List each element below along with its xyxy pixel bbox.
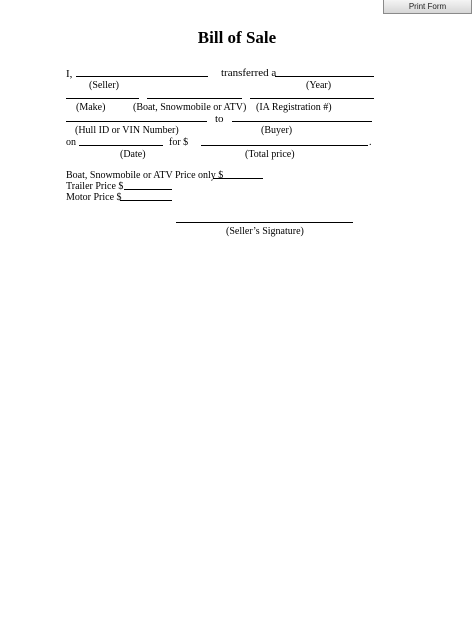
- intro-text: I,: [66, 68, 73, 80]
- for-text: for $: [169, 137, 189, 148]
- ia-registration-field[interactable]: [250, 98, 374, 99]
- year-field[interactable]: [275, 76, 374, 77]
- year-label: (Year): [306, 80, 332, 91]
- date-label: (Date): [120, 149, 146, 160]
- sentence-period: .: [369, 137, 372, 148]
- hull-id-field[interactable]: [66, 121, 207, 122]
- vehicle-price-label: Boat, Snowmobile or ATV Price only $: [66, 170, 224, 181]
- vehicle-type-field[interactable]: [147, 98, 242, 99]
- signature-label: (Seller’s Signature): [226, 226, 304, 237]
- print-form-button[interactable]: Print Form: [383, 0, 472, 14]
- buyer-label: (Buyer): [261, 125, 293, 136]
- ia-registration-label: (IA Registration #): [256, 102, 332, 113]
- page-title: Bill of Sale: [197, 28, 277, 47]
- make-label: (Make): [76, 102, 106, 113]
- vehicle-price-field[interactable]: [213, 178, 263, 179]
- on-text: on: [66, 137, 76, 148]
- seller-label: (Seller): [89, 80, 119, 91]
- total-price-field[interactable]: [201, 145, 368, 146]
- trailer-price-field[interactable]: [124, 189, 172, 190]
- make-field[interactable]: [66, 98, 139, 99]
- motor-price-label: Motor Price $: [66, 192, 122, 203]
- buyer-field[interactable]: [232, 121, 372, 122]
- hull-id-label: (Hull ID or VIN Number): [75, 125, 179, 136]
- to-text: to: [215, 113, 224, 125]
- date-field[interactable]: [79, 145, 163, 146]
- motor-price-field[interactable]: [120, 200, 172, 201]
- signature-field[interactable]: [176, 222, 353, 223]
- trailer-price-label: Trailer Price $: [66, 181, 124, 192]
- total-price-label: (Total price): [245, 149, 295, 160]
- transferred-text: transferred a: [221, 67, 277, 79]
- vehicle-type-label: (Boat, Snowmobile or ATV): [133, 102, 247, 113]
- seller-field[interactable]: [76, 76, 208, 77]
